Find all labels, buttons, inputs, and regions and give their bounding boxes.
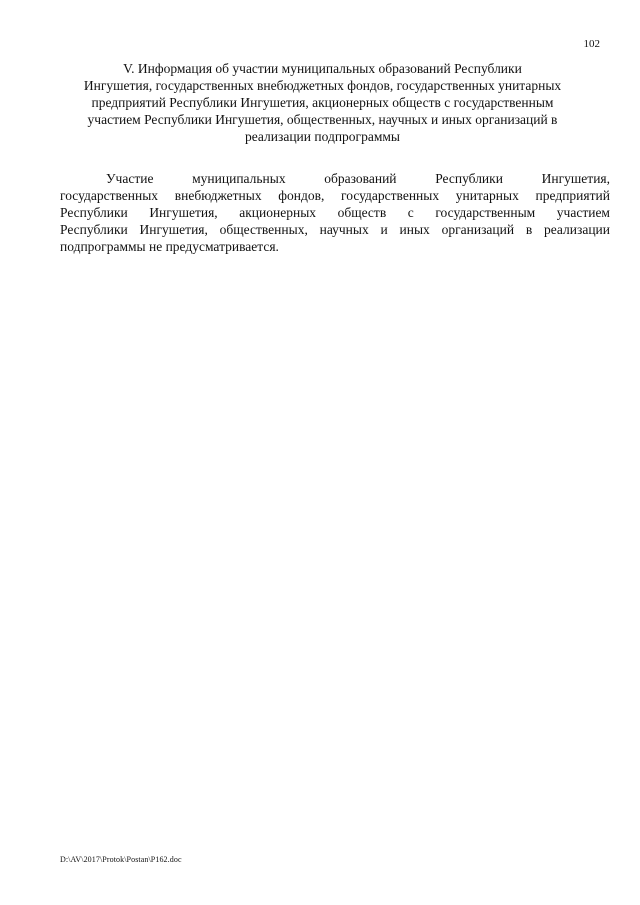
word: иных	[399, 222, 430, 237]
footer-file-path: D:\AV\2017\Protok\Postan\P162.doc	[60, 855, 182, 864]
word: государственных	[341, 188, 440, 203]
word: акционерных	[239, 205, 317, 220]
paragraph-line-3	[60, 204, 610, 221]
paragraph-line-1	[60, 170, 610, 187]
word: образований	[324, 171, 397, 186]
word: унитарных	[455, 188, 519, 203]
page-number: 102	[583, 38, 600, 50]
paragraph-line-2	[60, 187, 610, 204]
heading-line: участием Республики Ингушетия, общественных, научных и иных организаций в	[87, 112, 558, 127]
word: Участие	[106, 171, 154, 186]
paragraph-last-line: подпрограммы не предусматривается.	[60, 239, 279, 254]
word: государственным	[435, 205, 536, 220]
section-heading	[60, 60, 585, 145]
word: общественных,	[219, 222, 308, 237]
word: и	[380, 222, 388, 237]
heading-line: предприятий Республики Ингушетия, акционерных обществ с государственным	[91, 95, 554, 110]
word: участием	[556, 205, 610, 220]
heading-line: реализации подпрограммы	[245, 129, 400, 144]
word: в	[525, 222, 533, 237]
heading-line: Ингушетия, государственных внебюджетных фондов, государственных унитарных	[83, 78, 562, 93]
word: Республики	[60, 205, 128, 220]
word: с	[407, 205, 414, 220]
word: Ингушетия,	[149, 205, 218, 220]
word: реализации	[544, 222, 610, 237]
paragraph-line-4	[60, 221, 610, 238]
word: муниципальных	[192, 171, 286, 186]
word: Республики	[435, 171, 503, 186]
word: предприятий	[535, 188, 610, 203]
word: обществ	[337, 205, 387, 220]
body-paragraph	[60, 170, 610, 255]
heading-line: V. Информация об участии муниципальных образований Республики	[123, 61, 522, 76]
word: научных	[319, 222, 369, 237]
word: Ингушетия,	[541, 171, 610, 186]
word: внебюджетных	[174, 188, 262, 203]
word: государственных	[60, 188, 159, 203]
word: фондов,	[278, 188, 325, 203]
word: Ингушетия,	[139, 222, 208, 237]
word: Республики	[60, 222, 128, 237]
word: организаций	[441, 222, 515, 237]
